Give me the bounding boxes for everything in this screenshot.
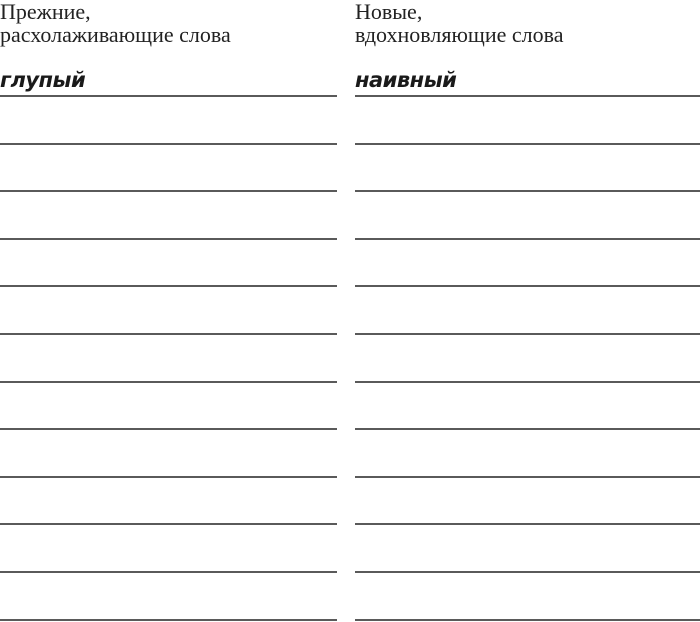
writing-line[interactable] xyxy=(0,619,337,621)
writing-line[interactable] xyxy=(355,571,700,573)
heading-line-2: вдохновляющие слова xyxy=(355,22,564,47)
writing-line[interactable] xyxy=(0,476,337,478)
heading-line-1: Прежние, xyxy=(0,0,91,24)
example-word: наивный xyxy=(355,68,457,92)
writing-line[interactable] xyxy=(0,285,337,287)
writing-line[interactable] xyxy=(0,381,337,383)
writing-line[interactable] xyxy=(0,238,337,240)
column-heading xyxy=(355,0,563,46)
writing-line[interactable] xyxy=(0,143,337,145)
writing-line[interactable] xyxy=(355,333,700,335)
writing-line[interactable] xyxy=(355,190,700,192)
writing-line[interactable] xyxy=(355,619,700,621)
writing-line[interactable] xyxy=(355,285,700,287)
writing-line[interactable] xyxy=(0,190,337,192)
writing-line[interactable] xyxy=(0,571,337,573)
writing-line[interactable] xyxy=(355,428,700,430)
column-heading xyxy=(0,0,231,46)
writing-line[interactable] xyxy=(355,523,700,525)
writing-line[interactable] xyxy=(355,476,700,478)
heading-line-1: Новые, xyxy=(355,0,423,24)
heading-line-2: расхолаживающие слова xyxy=(0,22,231,47)
writing-line[interactable] xyxy=(355,143,700,145)
writing-line[interactable] xyxy=(0,523,337,525)
writing-line[interactable] xyxy=(0,333,337,335)
writing-line[interactable] xyxy=(355,95,700,97)
writing-line[interactable] xyxy=(0,428,337,430)
writing-line[interactable] xyxy=(355,238,700,240)
example-word: глупый xyxy=(0,68,86,92)
writing-line[interactable] xyxy=(0,95,337,97)
writing-line[interactable] xyxy=(355,381,700,383)
